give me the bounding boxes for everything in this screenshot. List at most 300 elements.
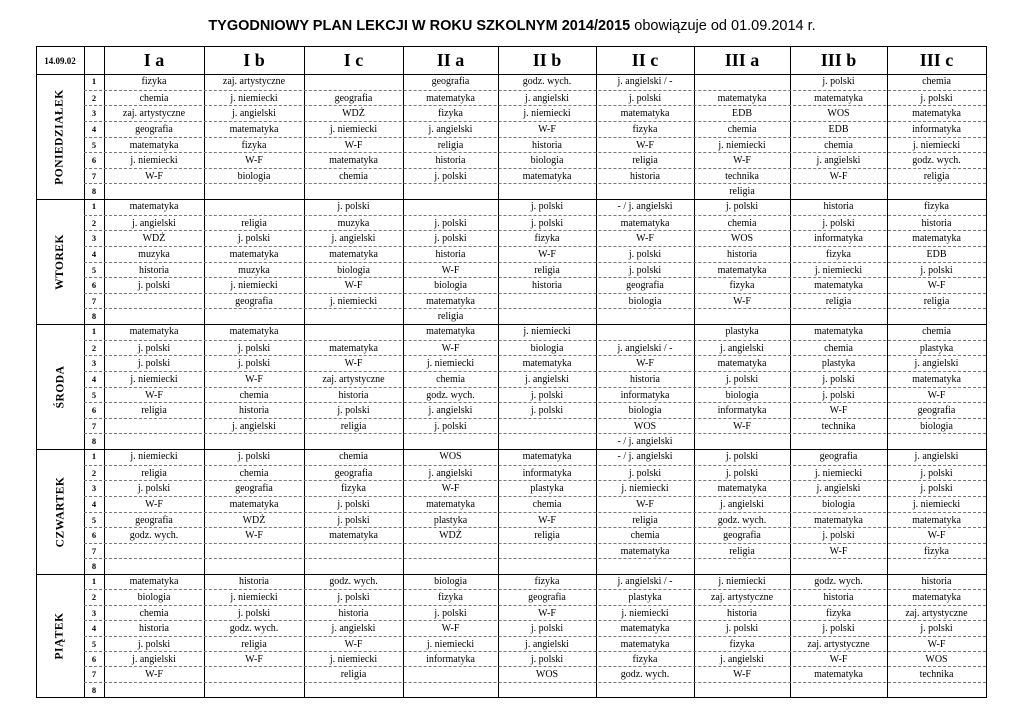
lesson-cell: W-F xyxy=(927,530,946,542)
lesson-cell: j. polski xyxy=(337,498,370,510)
lesson-cell: chemia xyxy=(139,92,169,104)
lesson-cell: geografia xyxy=(334,92,373,104)
lesson-cell xyxy=(204,667,304,682)
lesson-cell: j. polski xyxy=(434,420,467,432)
lesson-cell: religia xyxy=(437,139,464,151)
lesson-cell: j. angielski xyxy=(428,123,473,135)
lesson-cell: historia xyxy=(139,264,169,276)
lesson-cell: religia xyxy=(923,170,950,182)
lesson-cell: geografia xyxy=(723,530,761,542)
lesson-cell: chemia xyxy=(824,139,853,151)
lesson-cell: zaj. artystyczne xyxy=(222,76,286,87)
lesson-cell: j. polski xyxy=(628,92,662,104)
lesson-cell: j. polski xyxy=(725,467,759,479)
class-header: II a xyxy=(436,50,465,70)
lesson-number: 4 xyxy=(91,498,97,509)
lesson-cell: biologia xyxy=(530,155,564,167)
lesson-cell: j. polski xyxy=(822,623,855,635)
lesson-number: 7 xyxy=(91,669,97,680)
lesson-cell xyxy=(403,544,498,560)
lesson-number: 4 xyxy=(91,623,97,634)
lesson-cell: muzyka xyxy=(138,248,170,260)
lesson-cell: religia xyxy=(923,295,950,307)
lesson-cell: W-F xyxy=(636,498,654,510)
lesson-cell: historia xyxy=(921,576,952,587)
lesson-cell: matematyka xyxy=(717,358,767,370)
lesson-cell: fizyka xyxy=(924,201,949,212)
lesson-row xyxy=(84,666,986,682)
lesson-row xyxy=(84,543,986,560)
lesson-cell: j. angielski xyxy=(232,108,276,120)
lesson-cell xyxy=(498,309,596,325)
lesson-cell: j. niemiecki xyxy=(130,373,178,385)
lesson-number: 4 xyxy=(91,373,97,384)
lesson-cell xyxy=(304,309,403,325)
lesson-cell: godz. wych. xyxy=(620,669,670,681)
day-name-text: PIĄTEK xyxy=(54,611,66,660)
lesson-row xyxy=(84,277,986,294)
lesson-cell: matematyka xyxy=(620,545,670,557)
lesson-cell: j. angielski xyxy=(816,483,861,495)
lesson-number: 8 xyxy=(91,561,97,572)
lesson-cell: j. polski xyxy=(628,467,662,479)
lesson-cell: j. angielski xyxy=(914,358,959,370)
lesson-row xyxy=(84,465,986,482)
lesson-number: 5 xyxy=(91,139,97,150)
lesson-cell: WDŻ xyxy=(242,514,266,526)
lesson-cell: matematyka xyxy=(129,326,179,337)
lesson-cell: informatyka xyxy=(522,467,572,479)
lesson-cell: godz. wych. xyxy=(814,576,863,587)
lesson-cell: j. niemiecki xyxy=(814,467,863,479)
lesson-cell xyxy=(403,667,498,682)
lesson-cell: matematyka xyxy=(717,264,767,276)
lesson-cell: chemia xyxy=(922,326,951,337)
lesson-cell xyxy=(104,683,204,698)
lesson-cell: geografia xyxy=(135,514,173,526)
lesson-cell: matematyka xyxy=(229,248,279,260)
lesson-cell: historia xyxy=(727,248,757,260)
lesson-cell xyxy=(887,683,986,698)
lesson-cell: zaj. artystyczne xyxy=(807,638,870,650)
lesson-cell: matematyka xyxy=(329,530,378,542)
day-name-text: PONIEDZIAŁEK xyxy=(54,88,66,185)
lesson-cell: j. niemiecki xyxy=(523,326,571,337)
lesson-cell: historia xyxy=(435,155,466,167)
lesson-cell: j. polski xyxy=(237,358,271,370)
lesson-row xyxy=(84,449,986,465)
lesson-cell: informatyka xyxy=(426,653,475,665)
lesson-cell: j. polski xyxy=(822,76,855,87)
lesson-cell: W-F xyxy=(145,170,163,182)
schedule-code: 14.09.02 xyxy=(44,56,76,66)
lesson-row xyxy=(84,527,986,544)
lesson-cell: chemia xyxy=(239,389,269,401)
lesson-cell xyxy=(104,434,204,450)
lesson-cell: chemia xyxy=(630,530,660,542)
lesson-number: 3 xyxy=(91,108,97,119)
lesson-cell: religia xyxy=(340,420,367,432)
lesson-cell xyxy=(204,309,304,325)
day-label xyxy=(37,324,83,449)
day-name-text: CZWARTEK xyxy=(54,476,67,547)
class-header: II b xyxy=(532,50,562,70)
lesson-cell xyxy=(596,324,694,340)
lesson-cell: j. polski xyxy=(137,342,171,354)
lesson-cell: j. niemiecki xyxy=(912,139,961,151)
lesson-row xyxy=(84,574,986,589)
lesson-cell: geografia xyxy=(528,592,566,604)
lesson-cell xyxy=(304,184,403,200)
lesson-row xyxy=(84,402,986,419)
lesson-cell: matematyka xyxy=(129,576,179,587)
lesson-cell: godz. wych. xyxy=(329,576,378,587)
lesson-cell: j. polski xyxy=(530,653,564,665)
lesson-row xyxy=(84,636,986,652)
lesson-cell: W-F xyxy=(829,653,848,665)
lesson-cell: j. angielski xyxy=(331,233,376,245)
lesson-cell: chemia xyxy=(436,373,465,385)
lesson-cell: matematyka xyxy=(912,233,961,245)
lesson-row xyxy=(84,433,986,450)
lesson-cell: matematyka xyxy=(814,326,863,337)
lesson-cell: technika xyxy=(919,669,954,681)
lesson-cell xyxy=(694,434,790,450)
lesson-cell: historia xyxy=(630,373,660,385)
lesson-cell: religia xyxy=(534,264,560,276)
lesson-row xyxy=(84,74,986,90)
lesson-number: 7 xyxy=(91,545,97,556)
lesson-row xyxy=(84,121,986,138)
lesson-cell: W-F xyxy=(927,389,946,401)
lesson-cell: j. niemiecki xyxy=(814,264,863,276)
lesson-cell: j. niemiecki xyxy=(718,576,766,587)
lesson-cell: j. angielski xyxy=(132,653,176,665)
class-header: I b xyxy=(243,50,265,70)
lesson-cell: j. angielski xyxy=(816,155,861,167)
lesson-cell: j. angielski / - xyxy=(617,342,673,354)
lesson-cell: j. polski xyxy=(725,373,759,385)
lesson-cell: religia xyxy=(241,638,267,650)
lesson-number: 8 xyxy=(91,684,97,695)
lesson-number: 5 xyxy=(91,514,97,525)
lesson-number: 7 xyxy=(91,295,97,306)
lesson-cell xyxy=(304,324,403,340)
lesson-cell: j. polski xyxy=(137,483,171,495)
lesson-cell: j. niemiecki xyxy=(329,123,378,135)
lesson-row xyxy=(84,620,986,636)
lesson-cell xyxy=(498,544,596,560)
lesson-cell xyxy=(104,544,204,560)
lesson-cell: chemia xyxy=(239,467,269,479)
lesson-cell: j. polski xyxy=(137,358,171,370)
class-header: I c xyxy=(343,50,364,70)
lesson-cell: j. polski xyxy=(530,405,564,417)
lesson-row xyxy=(84,496,986,513)
lesson-cell: plastyka xyxy=(725,326,759,337)
lesson-cell: religia xyxy=(534,530,560,542)
lesson-cell: geografia xyxy=(626,280,664,292)
lesson-cell: fizyka xyxy=(141,76,167,87)
lesson-cell: religia xyxy=(241,217,267,229)
lesson-cell: fizyka xyxy=(826,248,851,260)
lesson-cell xyxy=(596,309,694,325)
lesson-cell: matematyka xyxy=(229,326,279,337)
day-label xyxy=(37,449,83,574)
lesson-cell: chemia xyxy=(727,123,757,135)
lesson-cell: matematyka xyxy=(620,638,670,650)
lesson-cell: godz. wych. xyxy=(717,514,767,526)
lesson-cell: chemia xyxy=(532,498,562,510)
lesson-cell: WOS xyxy=(439,451,462,462)
lesson-number: 3 xyxy=(91,233,97,244)
lesson-cell: j. angielski xyxy=(914,451,959,462)
lesson-cell: matematyka xyxy=(814,280,863,292)
lesson-cell: j. polski xyxy=(337,514,370,526)
lesson-number: 3 xyxy=(91,483,97,494)
lesson-row xyxy=(84,230,986,247)
lesson-cell: j. polski xyxy=(530,217,564,229)
lesson-number: 6 xyxy=(91,653,97,664)
lesson-cell: zaj. artystyczne xyxy=(710,592,774,604)
lesson-cell: j. polski xyxy=(920,264,953,276)
lesson-cell: matematyka xyxy=(522,358,572,370)
lesson-cell: religia xyxy=(437,311,464,323)
lesson-cell: j. niemiecki xyxy=(621,607,669,619)
lesson-cell: j. polski xyxy=(337,592,370,604)
lesson-cell: historia xyxy=(823,592,854,604)
lesson-cell: j. polski xyxy=(725,201,759,212)
lesson-cell: technika xyxy=(821,420,856,432)
lesson-number: 6 xyxy=(91,405,97,416)
lesson-cell: chemia xyxy=(824,342,853,354)
lesson-cell xyxy=(403,434,498,450)
lesson-cell: matematyka xyxy=(329,155,378,167)
lesson-cell: matematyka xyxy=(912,592,961,604)
lesson-cell: j. polski xyxy=(822,373,855,385)
lesson-cell: j. angielski xyxy=(525,92,569,104)
lesson-cell: matematyka xyxy=(229,123,279,135)
lesson-cell xyxy=(694,559,790,575)
title-validity: obowiązuje od 01.09.2014 r. xyxy=(630,18,816,34)
lesson-cell: j. polski xyxy=(628,248,662,260)
lesson-cell: biologia xyxy=(628,295,662,307)
lesson-cell: W-F xyxy=(538,123,556,135)
lesson-cell: religia xyxy=(825,295,852,307)
lesson-cell: W-F xyxy=(245,653,263,665)
lesson-cell: j. niemiecki xyxy=(230,592,278,604)
lesson-cell: j. polski xyxy=(822,217,855,229)
lesson-cell: j. angielski xyxy=(428,405,473,417)
lesson-cell xyxy=(498,559,596,575)
lesson-cell: godz. wych. xyxy=(426,389,475,401)
lesson-cell: fizyka xyxy=(632,123,658,135)
lesson-row xyxy=(84,558,986,575)
lesson-cell: - / j. angielski xyxy=(617,201,673,212)
class-header: I a xyxy=(143,50,165,70)
lesson-row xyxy=(84,152,986,169)
lesson-cell xyxy=(790,184,887,200)
lesson-cell: j. polski xyxy=(434,170,467,182)
lesson-cell: EDB xyxy=(732,108,752,120)
lesson-cell: - / j. angielski xyxy=(617,451,673,462)
lesson-cell: j. polski xyxy=(530,201,564,212)
lesson-number: 8 xyxy=(91,311,97,322)
lesson-cell: geografia xyxy=(917,405,956,417)
lesson-cell xyxy=(498,184,596,200)
lesson-cell: j. polski xyxy=(920,92,953,104)
lesson-cell xyxy=(304,683,403,698)
lesson-cell: j. niemiecki xyxy=(912,498,961,510)
lesson-cell: WOS xyxy=(633,420,657,432)
lesson-cell: matematyka xyxy=(620,217,670,229)
lesson-cell: muzyka xyxy=(337,217,370,229)
lesson-cell: W-F xyxy=(441,623,460,635)
lesson-number: 1 xyxy=(91,451,97,461)
lesson-cell: godz. wych. xyxy=(912,155,961,167)
lesson-cell: W-F xyxy=(733,420,751,432)
lesson-cell: j. polski xyxy=(137,280,171,292)
lesson-cell: j. niemiecki xyxy=(523,108,571,120)
lesson-cell: fizyka xyxy=(241,139,267,151)
lesson-cell xyxy=(204,184,304,200)
lesson-cell: fizyka xyxy=(534,233,560,245)
day-label xyxy=(37,74,83,199)
lesson-cell xyxy=(887,309,986,325)
lesson-cell: fizyka xyxy=(534,576,560,587)
lesson-cell: j. polski xyxy=(237,342,271,354)
lesson-number: 2 xyxy=(91,467,97,478)
lesson-cell xyxy=(790,309,887,325)
lesson-cell: W-F xyxy=(145,389,163,401)
lesson-cell: j. polski xyxy=(822,530,855,542)
lesson-row xyxy=(84,262,986,279)
lesson-cell: biologia xyxy=(337,264,370,276)
lesson-number: 1 xyxy=(91,201,97,211)
lesson-cell: j. niemiecki xyxy=(230,280,278,292)
lesson-cell: zaj. artystyczne xyxy=(905,607,968,619)
lesson-number: 1 xyxy=(91,576,97,586)
lesson-cell: EDB xyxy=(926,248,947,260)
lesson-row xyxy=(84,308,986,325)
lesson-cell: godz. wych. xyxy=(522,76,572,87)
lesson-cell: j. niemiecki xyxy=(230,92,278,104)
lesson-number: 5 xyxy=(91,264,97,275)
lesson-row xyxy=(84,105,986,122)
lesson-cell: matematyka xyxy=(522,451,572,462)
lesson-row xyxy=(84,137,986,154)
lesson-cell: plastyka xyxy=(628,592,662,604)
lesson-number: 2 xyxy=(91,592,97,603)
lesson-cell: matematyka xyxy=(426,295,475,307)
lesson-cell xyxy=(204,434,304,450)
lesson-cell xyxy=(204,544,304,560)
lesson-cell: biologia xyxy=(137,592,171,604)
lesson-row xyxy=(84,199,986,215)
lesson-cell: biologia xyxy=(434,576,467,587)
lesson-row xyxy=(84,168,986,185)
lesson-cell xyxy=(498,419,596,435)
lesson-cell: historia xyxy=(823,201,854,212)
lesson-cell: j. angielski / - xyxy=(617,576,673,587)
lesson-cell: plastyka xyxy=(919,342,954,354)
lesson-cell: j. angielski xyxy=(525,373,569,385)
lesson-cell xyxy=(694,309,790,325)
lesson-cell: W-F xyxy=(441,342,460,354)
lesson-cell: WDŻ xyxy=(439,530,462,542)
lesson-cell: informatyka xyxy=(814,233,863,245)
lesson-cell: W-F xyxy=(245,373,263,385)
lesson-cell: j. polski xyxy=(822,389,855,401)
lesson-cell: j. angielski / - xyxy=(617,76,673,87)
lesson-cell: godz. wych. xyxy=(129,530,179,542)
lesson-cell: j. polski xyxy=(434,607,467,619)
lesson-cell: j. niemiecki xyxy=(621,483,669,495)
lesson-cell: fizyka xyxy=(729,638,755,650)
lesson-cell: WOS xyxy=(925,653,948,665)
lesson-cell: WOS xyxy=(730,233,754,245)
page-title xyxy=(0,18,1024,34)
lesson-cell xyxy=(104,294,204,310)
lesson-row xyxy=(84,682,986,698)
lesson-cell: j. polski xyxy=(237,451,271,462)
lesson-cell: plastyka xyxy=(530,483,564,495)
lesson-cell xyxy=(403,184,498,200)
lesson-cell: informatyka xyxy=(912,123,961,135)
lesson-row xyxy=(84,246,986,263)
lesson-cell: matematyka xyxy=(426,498,475,510)
lesson-cell: j. niemiecki xyxy=(130,451,178,462)
lesson-cell: j. niemiecki xyxy=(426,358,475,370)
lesson-row xyxy=(84,605,986,621)
lesson-cell: W-F xyxy=(733,669,751,681)
day-name-text: WTOREK xyxy=(54,233,67,290)
lesson-cell: historia xyxy=(239,576,269,587)
lesson-cell: religia xyxy=(340,669,367,681)
lesson-number: 2 xyxy=(91,92,97,103)
lesson-cell: W-F xyxy=(829,545,848,557)
lesson-cell: historia xyxy=(435,248,466,260)
lesson-cell: W-F xyxy=(441,264,460,276)
lesson-cell xyxy=(694,683,790,698)
lesson-row xyxy=(84,512,986,529)
lesson-cell xyxy=(304,544,403,560)
lesson-cell xyxy=(596,683,694,698)
lesson-cell: chemia xyxy=(139,607,169,619)
day-label xyxy=(37,574,83,697)
lesson-cell xyxy=(204,683,304,698)
lesson-cell: religia xyxy=(632,514,658,526)
lesson-cell: matematyka xyxy=(426,326,475,337)
lesson-cell: plastyka xyxy=(433,514,468,526)
lesson-cell: j. polski xyxy=(237,607,271,619)
lesson-number: 8 xyxy=(91,186,97,197)
lesson-cell: biologia xyxy=(822,498,855,510)
lesson-cell: matematyka xyxy=(717,92,767,104)
lesson-cell xyxy=(596,184,694,200)
lesson-cell: j. polski xyxy=(725,451,759,462)
lesson-cell: matematyka xyxy=(814,92,863,104)
lesson-cell: j. angielski xyxy=(525,638,569,650)
lesson-cell xyxy=(204,559,304,575)
lesson-cell: chemia xyxy=(339,170,368,182)
lesson-cell: muzyka xyxy=(238,264,270,276)
lesson-cell: geografia xyxy=(135,123,173,135)
lesson-cell xyxy=(887,434,986,450)
lesson-number: 1 xyxy=(91,326,97,336)
lesson-cell: geografia xyxy=(235,295,273,307)
lesson-cell: j. polski xyxy=(725,623,759,635)
